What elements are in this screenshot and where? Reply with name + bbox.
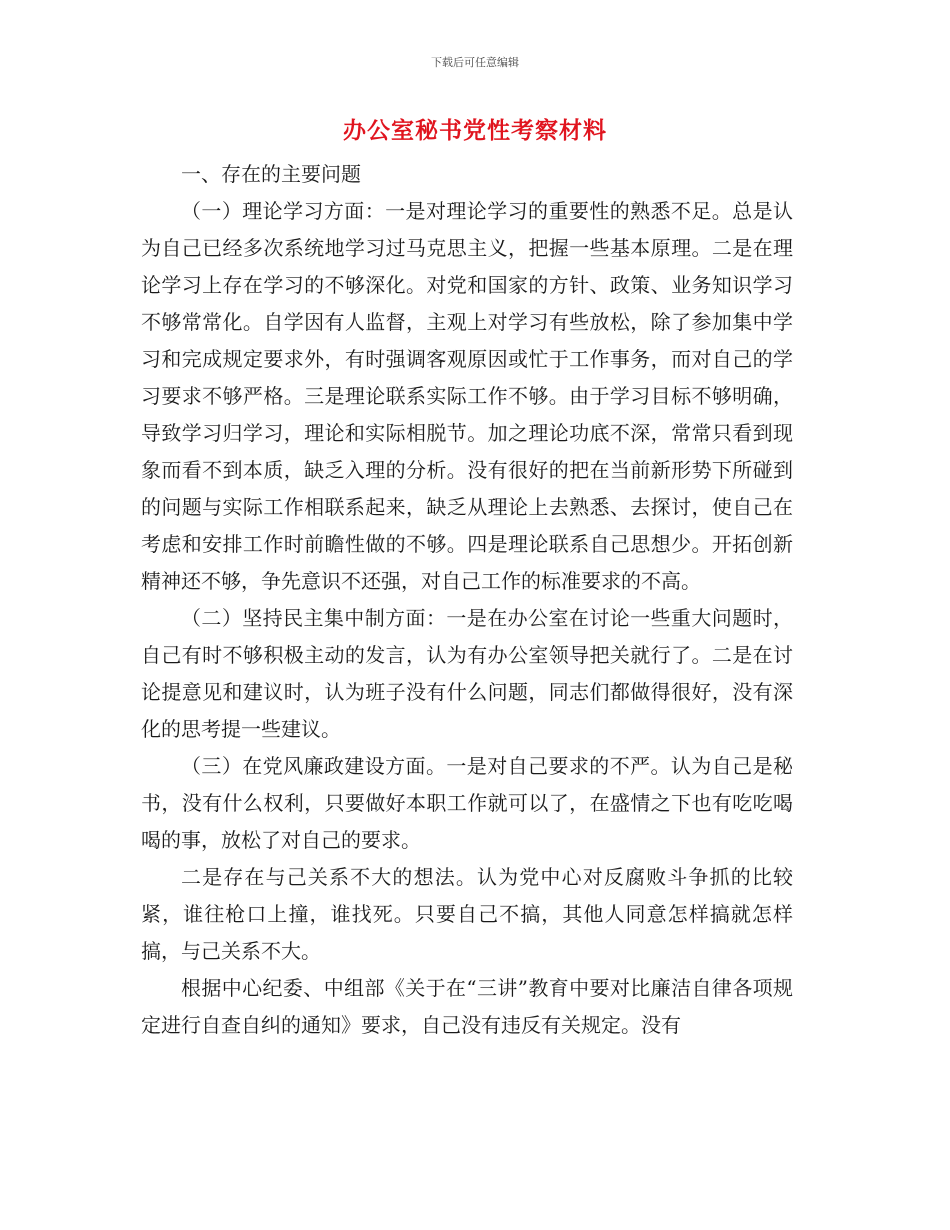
document-body [141, 156, 793, 1044]
paragraph-integrity: （三）在党风廉政建设方面。一是对自己要求的不严。认为自己是秘书，没有什么权利，只要做好本职工作就可以了，在盛情之下也有吃吃喝喝的事，放松了对自己的要求。 [141, 754, 793, 852]
paragraph-regulations: 根据中心纪委、中组部《关于在“三讲”教育中要对比廉洁自律各项规定进行自查自纠的通知》要求，自己没有违反有关规定。没有 [141, 976, 793, 1037]
document-title: 办公室秘书党性考察材料 [343, 117, 607, 144]
header-note: 下载后可任意编辑 [431, 56, 519, 69]
paragraph-attitude: 二是存在与己关系不大的想法。认为党中心对反腐败斗争抓的比较紧，谁往枪口上撞，谁找死。只要自己不搞，其他人同意怎样搞就怎样搞，与己关系不大。 [141, 865, 793, 963]
section-heading: 一、存在的主要问题 [181, 162, 361, 186]
paragraph-democratic-centralism: （二）坚持民主集中制方面：一是在办公室在讨论一些重大问题时，自己有时不够积极主动的发言，认为有办公室领导把关就行了。二是在讨论提意见和建议时，认为班子没有什么问题，同志们都做得很好，没有深化的思考提一些建议。 [141, 606, 793, 741]
paragraph-theory-study: （一）理论学习方面：一是对理论学习的重要性的熟悉不足。总是认为自己已经多次系统地学习过马克思主义，把握一些基本原理。二是在理论学习上存在学习的不够深化。对党和国家的方针、政策、业务知识学习不够常常化。自学因有人监督，主观上对学习有些放松，除了参加集中学习和完成规定要求外，有时强调客观原因或忙于工作事务，而对自己的学习要求不够严格。三是理论联系实际工作不够。由于学习目标不够明确，导致学习归学习，理论和实际相脱节。加之理论功底不深，常常只看到现象而看不到本质，缺乏入理的分析。没有很好的把在当前新形势下所碰到的问题与实际工作相联系起来，缺乏从理论上去熟悉、去探讨，使自己在考虑和安排工作时前瞻性做的不够。四是理论联系自己思想少。开拓创新精神还不够，争先意识不还强，对自己工作的标准要求的不高。 [141, 199, 793, 593]
